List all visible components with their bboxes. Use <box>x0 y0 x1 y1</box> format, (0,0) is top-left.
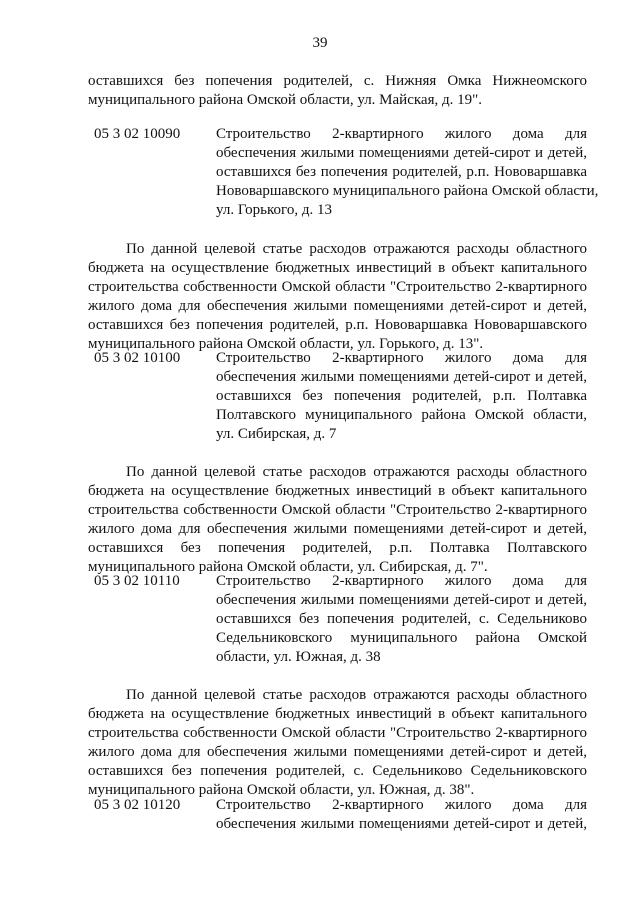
text-line: обеспечения жилыми помещениями детей-сирот и детей, <box>216 145 587 161</box>
text-line: оставшихся без попечения родителей, р.п. Полтавка Полтавского <box>88 540 587 556</box>
text-line: Строительство 2-квартирного жилого дома для <box>216 350 587 366</box>
entry-paragraph <box>88 686 587 800</box>
text-line: оставшихся без попечения родителей, р.п. Нововаршавка <box>216 164 587 180</box>
text-line: строительства собственности Омской области "Строительство 2-квартирного <box>88 279 587 295</box>
entry-paragraph <box>88 240 587 354</box>
text-line: оставшихся без попечения родителей, с. Седельниково Седельниковского <box>88 763 587 779</box>
entry-paragraph <box>88 463 587 577</box>
entry-description <box>216 349 587 444</box>
text-line: Нововаршавского муниципального района Омской области, <box>216 183 599 199</box>
text-line: По данной целевой статье расходов отражаются расходы областного <box>126 464 587 480</box>
text-line: муниципального района Омской области, ул. Майская, д. 19". <box>88 92 482 108</box>
entry-code: 05 3 02 10090 <box>94 126 181 142</box>
text-line: жилого дома для обеспечения жилыми помещениями детей-сирот и детей, <box>88 521 587 537</box>
text-line: ул. Сибирская, д. 7 <box>216 426 337 442</box>
entry-code: 05 3 02 10100 <box>94 350 181 366</box>
text-line: оставшихся без попечения родителей, с. Седельниково <box>216 611 587 627</box>
text-line: По данной целевой статье расходов отражаются расходы областного <box>126 241 587 257</box>
text-line: По данной целевой статье расходов отражаются расходы областного <box>126 687 587 703</box>
text-line: муниципального района Омской области, ул. Южная, д. 38". <box>88 782 475 798</box>
entry-description <box>216 796 587 834</box>
text-line: бюджета на осуществление бюджетных инвестиций в объект капитального <box>88 260 587 276</box>
text-line: Строительство 2-квартирного жилого дома для <box>216 797 587 813</box>
text-line: оставшихся без попечения родителей, с. Нижняя Омка Нижнеомского <box>88 73 587 89</box>
text-line: бюджета на осуществление бюджетных инвестиций в объект капитального <box>88 483 587 499</box>
text-line: бюджета на осуществление бюджетных инвестиций в объект капитального <box>88 706 587 722</box>
text-line: ул. Горького, д. 13 <box>216 202 332 218</box>
text-line: Полтавского муниципального района Омской области, <box>216 407 587 423</box>
intro-paragraph <box>88 72 587 110</box>
page-number: 39 <box>312 35 328 51</box>
text-line: строительства собственности Омской области "Строительство 2-квартирного <box>88 725 587 741</box>
text-line: муниципального района Омской области, ул. Горького, д. 13". <box>88 336 484 352</box>
text-line: обеспечения жилыми помещениями детей-сирот и детей, <box>216 816 587 832</box>
text-line: муниципального района Омской области, ул. Сибирская, д. 7". <box>88 559 488 575</box>
text-line: жилого дома для обеспечения жилыми помещениями детей-сирот и детей, <box>88 298 587 314</box>
text-line: Седельниковского муниципального района Омской <box>216 630 587 646</box>
entry-code: 05 3 02 10120 <box>94 797 181 813</box>
text-line: оставшихся без попечения родителей, р.п. Нововаршавка Нововаршавского <box>88 317 587 333</box>
text-line: обеспечения жилыми помещениями детей-сирот и детей, <box>216 369 587 385</box>
text-line: обеспечения жилыми помещениями детей-сирот и детей, <box>216 592 587 608</box>
text-line: жилого дома для обеспечения жилыми помещениями детей-сирот и детей, <box>88 744 587 760</box>
text-line: оставшихся без попечения родителей, р.п. Полтавка <box>216 388 587 404</box>
entry-description <box>216 572 587 667</box>
text-line: области, ул. Южная, д. 38 <box>216 649 381 665</box>
entry-code: 05 3 02 10110 <box>94 573 180 589</box>
text-line: строительства собственности Омской области "Строительство 2-квартирного <box>88 502 587 518</box>
text-line: Строительство 2-квартирного жилого дома для <box>216 126 587 142</box>
text-line: Строительство 2-квартирного жилого дома для <box>216 573 587 589</box>
entry-description <box>216 125 599 220</box>
